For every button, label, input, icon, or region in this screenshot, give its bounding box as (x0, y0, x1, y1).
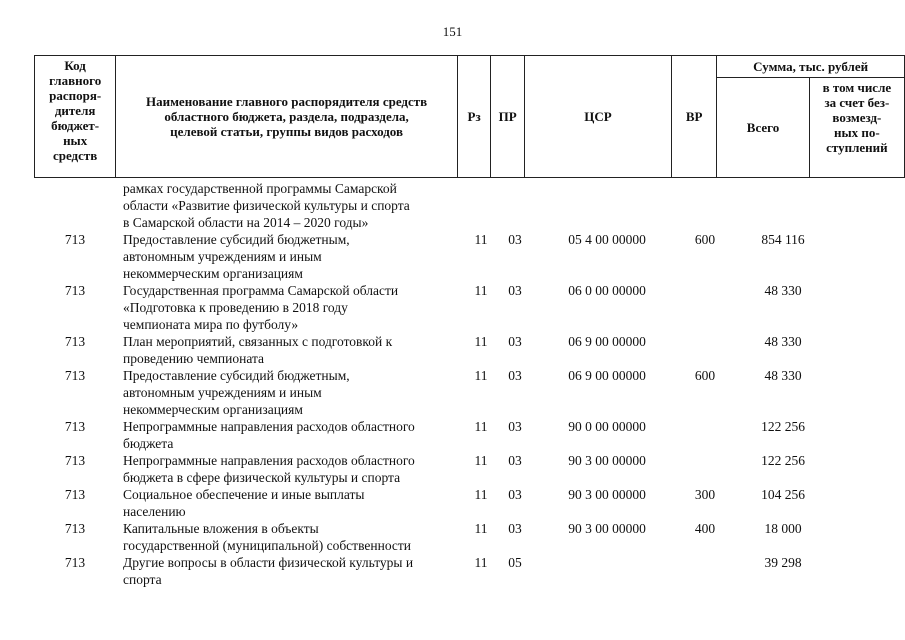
row-name-line: автономным учреждениям и иным (123, 249, 322, 264)
row-name-line: Непрограммные направления расходов областного (123, 419, 415, 434)
row-pr: 03 (508, 232, 522, 247)
row-name-line: План мероприятий, связанных с подготовкой к (123, 334, 393, 349)
row-name (123, 486, 475, 520)
table-header (34, 55, 905, 178)
header-rz: Рз (457, 56, 491, 178)
page-number: 151 (442, 24, 463, 39)
table-row (34, 452, 890, 486)
row-name-line: Другие вопросы в области физической культуры и (123, 555, 414, 570)
row-total: 48 330 (764, 368, 802, 383)
row-code: 713 (64, 555, 86, 570)
row-rz: 11 (474, 419, 488, 434)
row-pr: 03 (508, 283, 522, 298)
row-rz: 11 (474, 368, 488, 383)
row-pr: 05 (508, 555, 522, 570)
row-name-line: проведению чемпионата (123, 351, 265, 366)
row-csr: 90 3 00 00000 (568, 453, 646, 468)
row-pr: 03 (508, 487, 522, 502)
header-sum: Сумма, тыс. рублей (717, 56, 905, 78)
table-row (34, 486, 890, 520)
table-row (34, 554, 890, 588)
row-csr: 90 0 00 00000 (568, 419, 646, 434)
row-name-line: некоммерческим организациям (123, 402, 303, 417)
header-name: Наименование главного распорядителя средств областного бюджета, раздела, подраздела, целевой статьи, группы видов расходов (116, 56, 458, 178)
row-name-line: спорта (123, 572, 162, 587)
row-csr: 90 3 00 00000 (568, 487, 646, 502)
row-rz: 11 (474, 453, 488, 468)
row-name-line: «Подготовка к проведению в 2018 году (123, 300, 348, 315)
row-name (123, 452, 475, 486)
row-name (123, 282, 475, 333)
header-total: Всего (717, 78, 810, 178)
row-vr: 400 (694, 521, 716, 536)
row-rz: 11 (474, 232, 488, 247)
row-name-line: государственной (муниципальной) собственности (123, 538, 412, 553)
row-vr: 600 (694, 368, 716, 383)
continuation-row (34, 180, 890, 231)
table-row (34, 520, 890, 554)
row-name (123, 367, 475, 418)
table-row (34, 231, 890, 282)
header-pr: ПР (491, 56, 525, 178)
header-code (35, 56, 116, 178)
row-name (123, 333, 475, 367)
row-name-line: Непрограммные направления расходов областного (123, 453, 415, 468)
row-code: 713 (64, 334, 86, 349)
row-vr: 300 (694, 487, 716, 502)
row-csr: 06 9 00 00000 (568, 368, 646, 383)
row-total: 854 116 (761, 232, 805, 247)
row-total: 122 256 (761, 453, 805, 468)
row-total: 48 330 (764, 283, 802, 298)
row-code: 713 (64, 453, 86, 468)
row-name-line: бюджета в сфере физической культуры и спорта (123, 470, 401, 485)
header-vr: ВР (671, 56, 716, 178)
row-name (123, 418, 475, 452)
row-name-line: бюджета (123, 436, 174, 451)
row-name (123, 520, 475, 554)
row-name-line: Предоставление субсидий бюджетным, (123, 232, 350, 247)
row-name-line: Государственная программа Самарской области (123, 283, 399, 298)
row-name-line: некоммерческим организациям (123, 266, 303, 281)
table-row (34, 418, 890, 452)
row-csr: 90 3 00 00000 (568, 521, 646, 536)
row-code: 713 (64, 232, 86, 247)
row-pr: 03 (508, 453, 522, 468)
row-rz: 11 (474, 334, 488, 349)
row-rz: 11 (474, 555, 488, 570)
row-name-line: Социальное обеспечение и иные выплаты (123, 487, 365, 502)
row-rz: 11 (474, 283, 488, 298)
row-pr: 03 (508, 419, 522, 434)
row-rz: 11 (474, 487, 488, 502)
row-csr: 05 4 00 00000 (568, 232, 646, 247)
row-rz: 11 (474, 521, 488, 536)
table-body (34, 180, 890, 588)
row-total: 39 298 (764, 555, 802, 570)
header-including: в том числе за счет без- возмезд- ных по- ступлений (809, 78, 904, 178)
row-total: 48 330 (764, 334, 802, 349)
header-code-text: Код главного распоря- дителя бюджет- ных средств (49, 58, 102, 163)
row-code: 713 (64, 521, 86, 536)
row-csr: 06 9 00 00000 (568, 334, 646, 349)
row-pr: 03 (508, 334, 522, 349)
row-name-line: автономным учреждениям и иным (123, 385, 322, 400)
row-total: 104 256 (761, 487, 805, 502)
row-code: 713 (64, 283, 86, 298)
row-pr: 03 (508, 521, 522, 536)
row-name (123, 231, 475, 282)
table-row (34, 367, 890, 418)
row-total: 18 000 (764, 521, 802, 536)
row-name-line: Предоставление субсидий бюджетным, (123, 368, 350, 383)
header-csr: ЦСР (525, 56, 672, 178)
row-name-line: Капитальные вложения в объекты (123, 521, 319, 536)
row-total: 122 256 (761, 419, 805, 434)
table-row (34, 282, 890, 333)
row-code: 713 (64, 487, 86, 502)
row-name (123, 554, 475, 588)
row-code: 713 (64, 368, 86, 383)
row-vr: 600 (694, 232, 716, 247)
row-name-line: населению (123, 504, 186, 519)
continuation-text: рамках государственной программы Самарской области «Развитие физической культуры и спорта в Самарской области на 2014 – 2020 годы» (123, 181, 410, 230)
row-name-line: чемпионата мира по футболу» (123, 317, 299, 332)
row-csr: 06 0 00 00000 (568, 283, 646, 298)
row-code: 713 (64, 419, 86, 434)
table-row (34, 333, 890, 367)
row-pr: 03 (508, 368, 522, 383)
